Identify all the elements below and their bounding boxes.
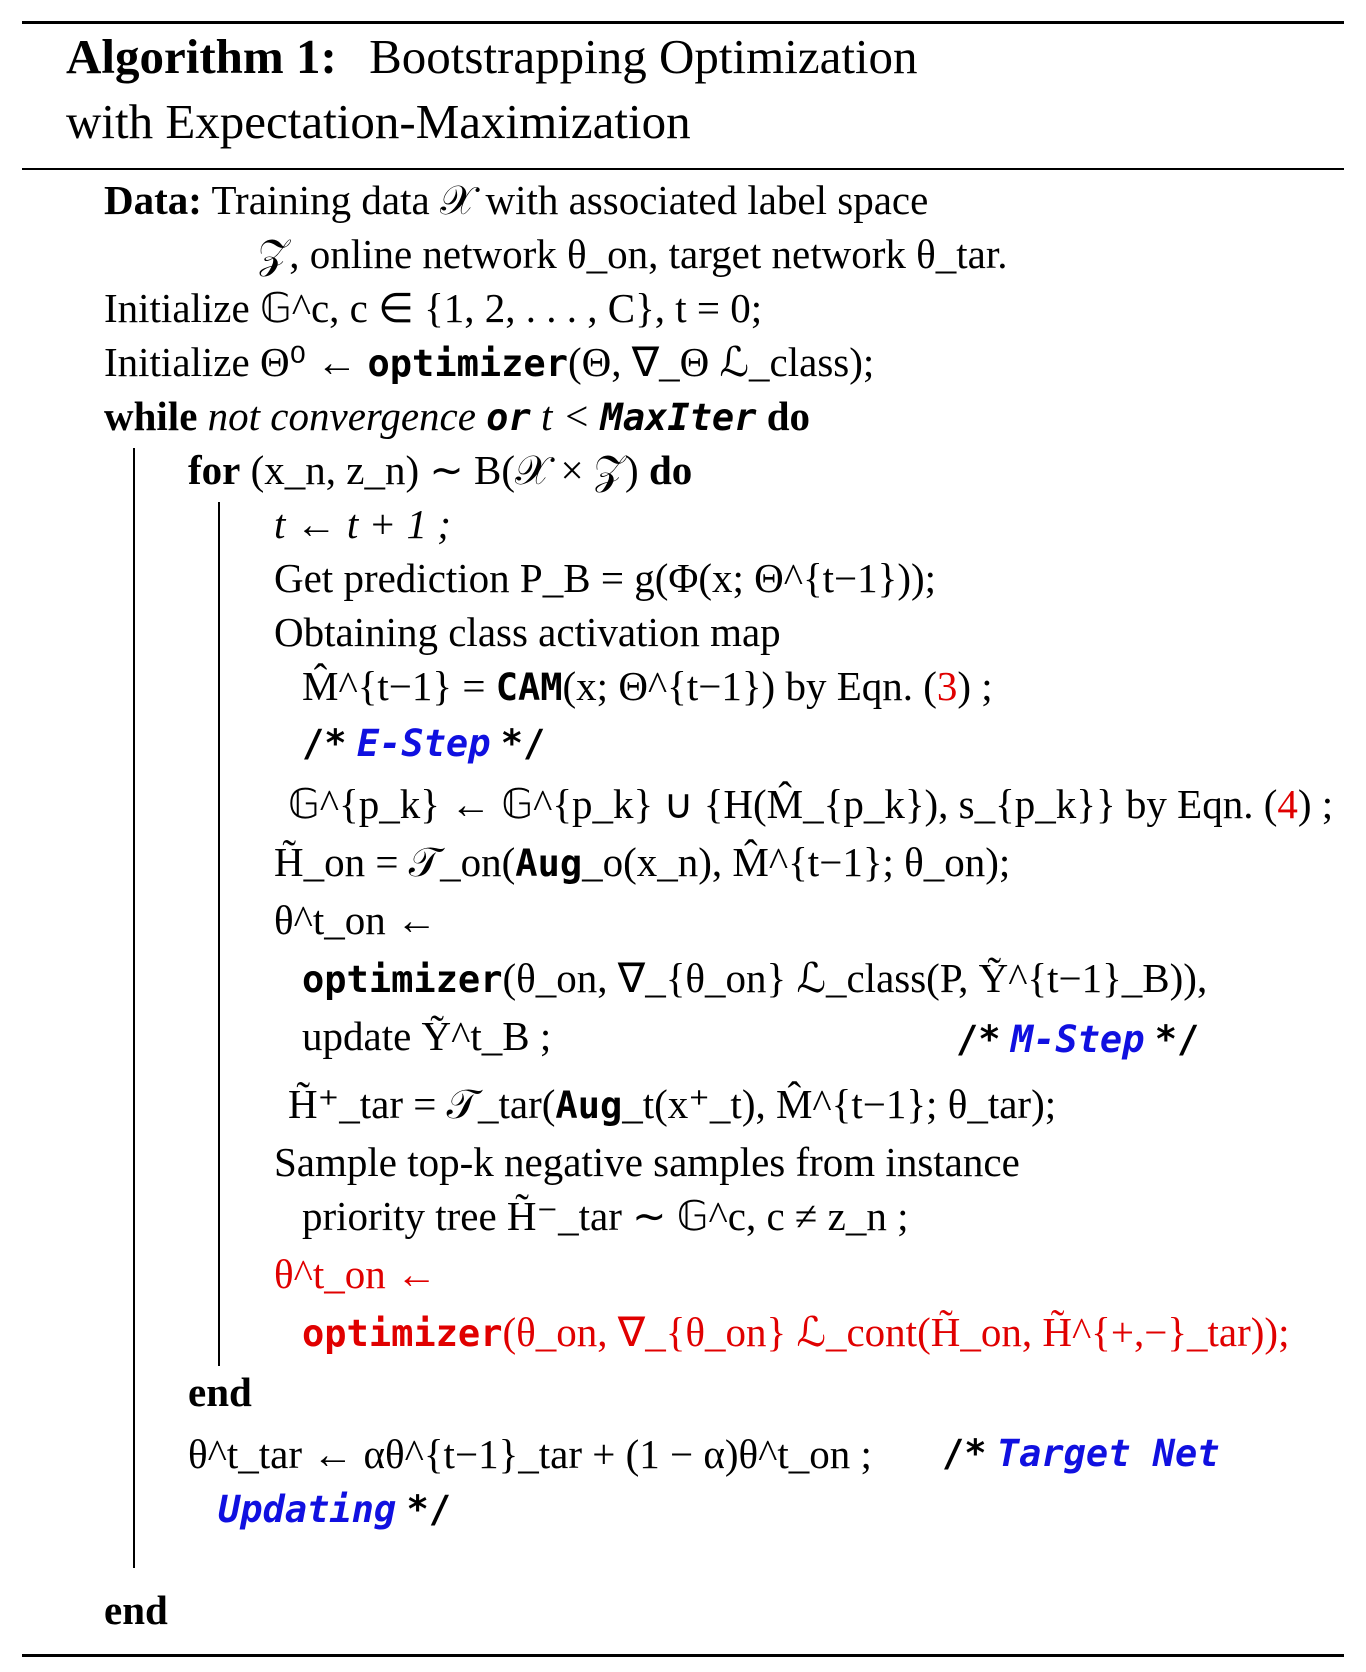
- opt1-post: (θ_on, ∇_{θ_on} ℒ_class(P, Ỹ^{t−1}_B)),: [502, 955, 1208, 1001]
- while-max: MaxIter: [600, 396, 757, 439]
- while-or: or: [486, 396, 531, 439]
- optimizer-cont-line: [302, 1306, 1289, 1360]
- target-update-line: θ^t_tar ← αθ^{t−1}_tar + (1 − α)θ^t_on ;: [188, 1431, 872, 1477]
- h-target-line: [288, 1078, 1056, 1132]
- for-do-keyword: do: [648, 447, 693, 493]
- optimizer-class-line: [302, 952, 1207, 1006]
- m-step-comment: [956, 1012, 1199, 1066]
- updating-label: Updating: [218, 1488, 397, 1531]
- t-increment: t ← t + 1 ;: [274, 501, 451, 547]
- sample-line-1: Sample top-k negative samples from instance: [274, 1139, 1020, 1185]
- optimizer-func-2: optimizer: [302, 958, 503, 1001]
- cam-mid: (x; Θ^{t−1}) by Eqn. (: [562, 663, 937, 709]
- cam-line-1: Obtaining class activation map: [274, 609, 781, 655]
- prediction-line: Get prediction P_B = g(Φ(x; Θ^{t−1}));: [274, 555, 937, 601]
- tree-pre: 𝔾^{p_k} ← 𝔾^{p_k} ∪ {H(M̂_{p_k}), s_{p_k}} by Eqn. (: [288, 781, 1278, 827]
- algorithm-caption-line1: [66, 27, 918, 87]
- top-rule: [22, 21, 1344, 24]
- for-line: [188, 444, 692, 496]
- theta-online-line-2: θ^t_on ←: [274, 1251, 438, 1297]
- tree-update-line: [288, 778, 1333, 830]
- for-cond: (x_n, z_n) ∼ B(𝒳 × 𝒵): [250, 447, 639, 493]
- data-keyword: Data:: [104, 177, 202, 223]
- while-keyword: while: [104, 393, 198, 439]
- comment-open: /*: [302, 722, 347, 765]
- cam-post: ) ;: [957, 663, 993, 709]
- tree-post: ) ;: [1297, 781, 1334, 827]
- end-while: end: [104, 1587, 168, 1633]
- init-2-post: (Θ, ∇_Θ ℒ_class);: [567, 339, 875, 385]
- target-net-label: Target Net: [996, 1432, 1220, 1475]
- while-cond-1: not convergence: [207, 393, 476, 439]
- target-net-comment-2: [218, 1482, 451, 1536]
- e-step-label: E-Step: [356, 722, 491, 765]
- htar-post: _t(x⁺_t), M̂^{t−1}; θ_tar);: [622, 1081, 1057, 1127]
- data-line-2: 𝒵, online network θ_on, target network θ_tar.: [258, 231, 1008, 277]
- data-line-1: [104, 174, 928, 226]
- caption-rule: [22, 168, 1344, 170]
- hon-pre: H̃_on = 𝒯_on(: [274, 839, 516, 885]
- comment-close: */: [500, 722, 546, 765]
- cam-func: CAM: [495, 666, 563, 709]
- algorithm-caption-line2: with Expectation-Maximization: [66, 94, 691, 149]
- eqn-4-link[interactable]: 4: [1277, 781, 1298, 827]
- do-keyword: do: [766, 393, 811, 439]
- update-y-line: update Ỹ^t_B ;: [302, 1013, 552, 1059]
- comment-open-2: /*: [956, 1018, 1001, 1061]
- eqn-3-link[interactable]: 3: [936, 663, 958, 709]
- data-text-1: Training data 𝒳 with associated label space: [211, 177, 929, 223]
- comment-open-3: /*: [942, 1432, 987, 1475]
- target-net-comment-1: [942, 1426, 1220, 1480]
- init-line-1: Initialize 𝔾^c, c ∈ {1, 2, . . . , C}, t = 0;: [104, 285, 763, 331]
- hon-post: _o(x_n), M̂^{t−1}; θ_on);: [582, 839, 1011, 885]
- optimizer-func-3: optimizer: [302, 1312, 503, 1355]
- while-line: [104, 390, 810, 444]
- for-block-bar: [218, 502, 220, 1366]
- sample-line-2: priority tree H̃⁻_tar ∼ 𝔾^c, c ≠ z_n ;: [302, 1193, 909, 1239]
- init-2-pre: Initialize Θ⁰ ←: [104, 339, 358, 385]
- e-step-comment: [302, 716, 545, 770]
- opt2-post: (θ_on, ∇_{θ_on} ℒ_cont(H̃_on, H̃^{+,−}_tar));: [502, 1309, 1290, 1355]
- for-keyword: for: [188, 447, 241, 493]
- while-cond-2: t <: [540, 393, 591, 439]
- algorithm-title-1: Bootstrapping Optimization: [369, 29, 918, 84]
- htar-pre: H̃⁺_tar = 𝒯_tar(: [288, 1081, 556, 1127]
- theta-online-line-1: θ^t_on ←: [274, 897, 438, 943]
- comment-close-2: */: [1154, 1018, 1200, 1061]
- bottom-rule: [22, 1654, 1344, 1657]
- cam-pre: M̂^{t−1} =: [302, 663, 486, 709]
- m-step-label: M-Step: [1010, 1018, 1145, 1061]
- comment-close-3: */: [406, 1488, 452, 1531]
- aug-func: Aug: [515, 842, 583, 885]
- aug-func-2: Aug: [555, 1084, 623, 1127]
- optimizer-func: optimizer: [367, 342, 568, 385]
- init-line-2: [104, 336, 874, 390]
- while-block-bar: [133, 448, 135, 1568]
- end-for: end: [188, 1369, 252, 1415]
- h-online-line: [274, 836, 1010, 890]
- algorithm-label: Algorithm 1:: [66, 29, 337, 84]
- cam-line-2: [302, 660, 993, 714]
